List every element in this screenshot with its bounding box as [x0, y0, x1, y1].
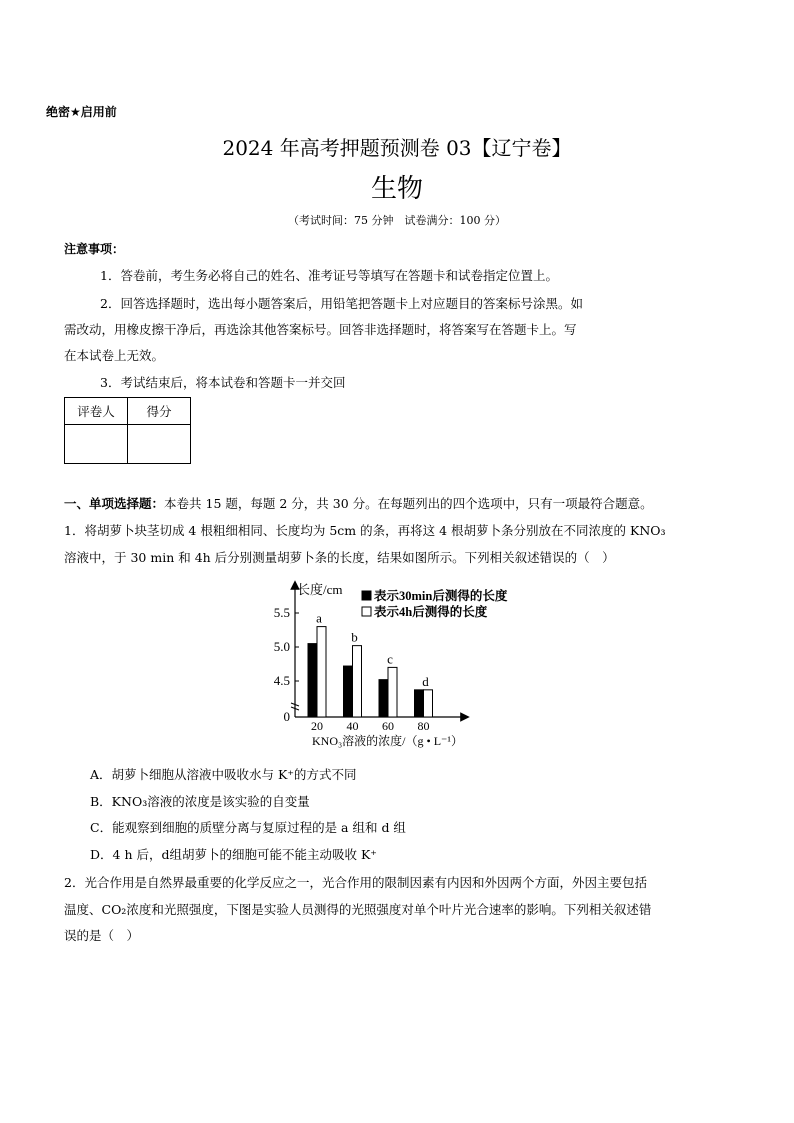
q2-stem-line-1: 2．光合作用是自然界最重要的化学反应之一，光合作用的限制因素有内因和外因两个方面，外因主要包括	[64, 875, 647, 890]
bar-30min-80	[415, 690, 424, 717]
q1-stem-line-1: 1．将胡萝卜块茎切成 4 根粗细相同、长度均为 5cm 的条，再将这 4 根胡萝卜条分别放在不同浓度的 KNO₃	[64, 523, 666, 538]
legend-swatch-1	[362, 607, 371, 616]
legend-label-1: 表示4h后测得的长度	[374, 605, 488, 619]
y-tick-label-0: 5.5	[273, 605, 290, 620]
legend	[362, 588, 508, 619]
bar-4h-80	[424, 690, 433, 717]
q1-option-a[interactable]: A．胡萝卜细胞从溶液中吸收水与 K⁺的方式不同	[90, 767, 357, 782]
score-table-score-cell[interactable]	[128, 425, 191, 464]
bar-30min-20	[308, 644, 317, 717]
section-desc: 本卷共 15 题，每题 2 分，共 30 分。在每题列出的四个选项中，只有一项最符合题意。	[164, 496, 653, 511]
section-title: 一、单项选择题：	[64, 496, 165, 511]
score-table-grader-cell[interactable]	[65, 425, 128, 464]
exam-info: （考试时间：75 分钟 试卷满分：100 分）	[288, 214, 506, 227]
q1-chart	[250, 575, 540, 755]
x-axis-label: KNO₃溶液的浓度/（g • L⁻¹）	[312, 734, 463, 748]
x-tick-label-3: 80	[417, 719, 430, 733]
bar-30min-40	[344, 666, 353, 717]
notice-line-5: 3．考试结束后，将本试卷和答题卡一并交回	[100, 375, 346, 390]
q1-option-b[interactable]: B．KNO₃溶液的浓度是该实验的自变量	[90, 794, 310, 809]
secret-mark: 绝密★启用前	[46, 105, 117, 119]
legend-label-0: 表示30min后测得的长度	[374, 589, 508, 603]
q1-option-c[interactable]: C．能观察到细胞的质壁分离与复原过程的是 a 组和 d 组	[90, 820, 406, 835]
q1-option-d[interactable]: D．4 h 后，d组胡萝卜的细胞可能不能主动吸收 K⁺	[90, 847, 377, 862]
bar-4h-40	[353, 646, 362, 717]
x-ticks	[311, 719, 430, 733]
score-table-header-grader: 评卷人	[65, 398, 128, 425]
bar-4h-60	[388, 667, 397, 717]
q2-stem-line-3: 误的是（ ）	[64, 928, 140, 943]
exam-title: 2024 年高考押题预测卷 03【辽宁卷】	[222, 136, 572, 160]
q1-stem-line-2: 溶液中，于 30 min 和 4h 后分别测量胡萝卜条的长度，结果如图所示。下列相关叙述错误的（ ）	[64, 550, 615, 565]
q2-stem-line-2: 温度、CO₂浓度和光照强度，下图是实验人员测得的光照强度对单个叶片光合速率的影响。下列相关叙述错	[64, 902, 652, 917]
bar-30min-60	[379, 680, 388, 717]
notice-line-3: 需改动，用橡皮擦干净后，再选涂其他答案标号。回答非选择题时，将答案写在答题卡上。写	[64, 322, 577, 337]
legend-swatch-0	[362, 591, 371, 600]
y-axis-label: 长度/cm	[297, 582, 343, 597]
group-label-b: b	[351, 629, 358, 645]
score-table-header-score: 得分	[128, 398, 191, 425]
y-tick-label-3: 0	[283, 709, 290, 724]
y-tick-label-1: 5.0	[273, 639, 290, 654]
group-label-a: a	[316, 610, 322, 626]
x-tick-label-2: 60	[382, 719, 394, 733]
notice-line-1: 1．答卷前，考生务必将自己的姓名、准考证号等填写在答题卡和试卷指定位置上。	[100, 268, 558, 283]
x-tick-label-1: 40	[346, 719, 359, 733]
bar-4h-20	[317, 627, 326, 717]
group-label-d: d	[422, 673, 429, 689]
subject-title: 生物	[370, 174, 423, 204]
notice-line-4: 在本试卷上无效。	[64, 348, 165, 363]
score-table	[64, 397, 191, 464]
y-tick-label-2: 4.5	[273, 673, 290, 688]
bars	[308, 611, 433, 717]
notice-line-2: 2．回答选择题时，选出每小题答案后，用铅笔把答题卡上对应题目的答案标号涂黑。如	[100, 296, 583, 311]
notice-title: 注意事项：	[64, 242, 125, 256]
section-heading	[64, 494, 653, 512]
group-label-c: c	[387, 651, 393, 667]
x-tick-label-0: 20	[311, 719, 323, 733]
